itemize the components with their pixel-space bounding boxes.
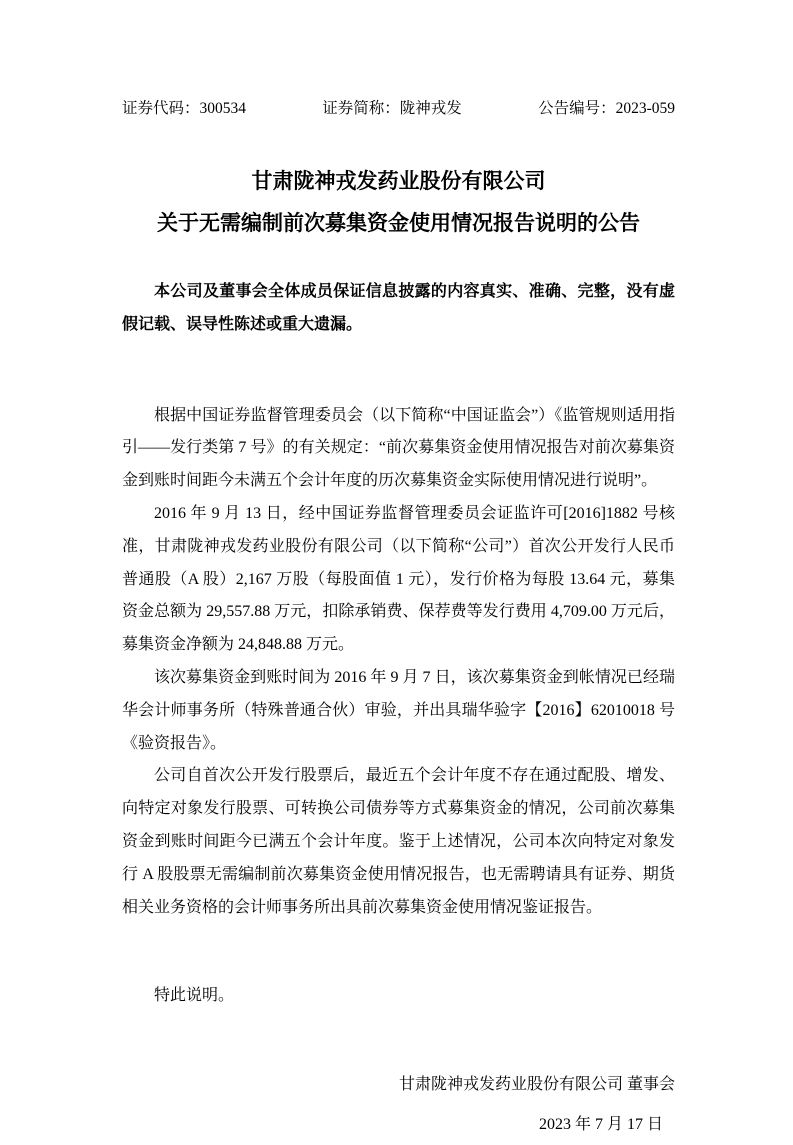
signature-date: 2023 年 7 月 17 日 [538,1116,663,1134]
paragraph-3: 该次募集资金到账时间为 2016 年 9 月 7 日，该次募集资金到帐情况已经瑞华会计师事务所（特殊普通合伙）审验，并出具瑞华验字【2016】62010018 号《验资报告》。 [122,668,675,752]
stock-name: 证券简称：陇神戎发 [322,100,462,117]
closing-statement: 特此说明。 [154,987,235,1005]
announcement-number: 公告编号：2023-059 [538,100,675,117]
document-title-line2: 关于无需编制前次募集资金使用情况报告说明的公告 [157,211,640,235]
document-body [122,400,675,925]
board-statement: 本公司及董事会全体成员保证信息披露的内容真实、准确、完整，没有虚假记载、误导性陈述或重大遗漏。 [122,283,675,333]
document-title [122,160,675,244]
signature-company: 甘肃陇神戎发药业股份有限公司 董事会 [398,1076,675,1094]
paragraph-2: 2016 年 9 月 13 日，经中国证券监督管理委员会证监许可[2016]1882 号核准，甘肃陇神戎发药业股份有限公司（以下简称“公司”）首次公开发行人民币普通股（A 股）2,167 万股（每股面值 1 元），发行价格为每股 13.64 元，募集资金总额为 29,557.88 万元，扣除承销费、保荐费等发行费用 4,709.00 万元后，募集资金净额为 24,848.88 万元。 [122,504,675,654]
stock-code: 证券代码：300534 [122,100,247,117]
document-title-line1: 甘肃陇神戎发药业股份有限公司 [251,169,546,193]
paragraph-4: 公司自首次公开发行股票后，最近五个会计年度不存在通过配股、增发、向特定对象发行股票、可转换公司债券等方式募集资金的情况，公司前次募集资金到账时间距今已满五个会计年度。鉴于上述情况，公司本次向特定对象发行 A 股股票无需编制前次募集资金使用情况报告，也无需聘请具有证券、期货相关业务资格的会计师事务所出具前次募集资金使用情况鉴证报告。 [122,767,675,916]
paragraph-1: 根据中国证券监督管理委员会（以下简称“中国证监会”）《监管规则适用指引——发行类第 7 号》的有关规定：“前次募集资金使用情况报告对前次募集资金到账时间距今未满五个会计年度的历次募集资金实际使用情况进行说明”。 [122,406,675,490]
signature-block [122,1065,675,1145]
document-header [122,96,675,118]
